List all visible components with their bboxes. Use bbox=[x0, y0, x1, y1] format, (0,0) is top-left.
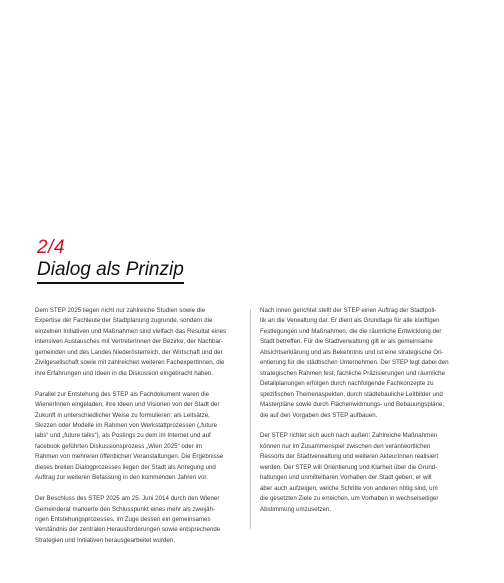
left-paragraph-2: Parallel zur Entstehung des STEP als Fachdokument waren die WienerInnen eingeladen, ihre Ideen und Visionen von der Stadt der Zukunft in unterschiedlicher Weise zu formulieren: als Leitsätze, Skizzen oder Modelle im Rahmen von Werkstattprozessen („future labs“ und „future talks“), als Postings zu dem im Internet und auf facebook geführten Diskussionsprozess „Wien 2025“ oder im Rahmen von mehreren öffentlichen Veranstaltungen. Die Ergebnisse dieses breiten Dialogprozesses liegen der Stadt als Anregung und Auftrag zur weiteren Befassung in den kommenden Jahren vor. bbox=[35, 390, 224, 482]
right-paragraph-1: Nach innen gerichtet stellt der STEP einen Auftrag der Stadtpoli- tik an die Verwaltung dar. Er dient als Grundlage für alle künftigen Festlegungen und Maßnahmen, die die räumliche Entwicklung der Stadt betreffen. Für die Stadtverwaltung gilt er als gemeinsame Absichtserklärung und als Bekenntnis und ist eine strategische Ori- entierung für die städtischen Unternehmen. Der STEP legt dabei den strategischen Rahmen fest, fachliche Präzisierungen und räumliche Detailplanungen erfolgen durch nachfolgende Fachkonzepte zu spezifischen Themenaspekten, durch städtebauliche Leitbilder und Masterpläne sowie durch Flächenwidmungs- und Bebauungspläne, die auf den Vorgaben des STEP aufbauen. bbox=[260, 307, 449, 419]
left-paragraph-1: Dem STEP 2025 liegen nicht nur zahlreiche Studien sowie die Expertise der Fachleute der Stadtplanung zugrunde, sondern die einzelnen Initiativen und Maßnahmen sind vielfach das Resultat eines intensiven Austausches mit VertreterInnen der Bezirke, der Nachbar- gemeinden und des Landes Niederösterreich, der Wirtschaft und der Zivilgesellschaft sowie mit zahlreichen weiteren FachexpertInnen, die ihre Erfahrungen und Ideen in die Diskussion eingebracht haben. bbox=[35, 307, 227, 377]
right-paragraph-2: Der STEP richtet sich auch nach außen: Zahlreiche Maßnahmen können nur im Zusammenspiel zwischen den verantwortlichen Ressorts der Stadtverwaltung und weiteren AkteurInnen realisiert werden. Der STEP will Orientierung und Klarheit über die Grund- haltungen und unmittelbaren Vorhaben der Stadt geben; er will aber auch aufzeigen, welche Schritte von anderen nötig sind, um die gesetzten Ziele zu erreichen, um Vorhaben in wechselseitiger Abstimmung umzusetzen. bbox=[260, 432, 439, 513]
right-text-column bbox=[260, 306, 478, 525]
chapter-title: Dialog als Prinzip bbox=[37, 259, 184, 284]
column-divider bbox=[250, 309, 251, 529]
left-paragraph-3: Der Beschluss des STEP 2025 am 25. Juni 2014 durch den Wiener Gemeinderat markierte den Schlusspunkt eines mehr als zweijäh- rigen Entstehungsprozesses, im Zuge dessen ein gemeinsames Verständnis der zentralen Herausforderungen sowie entsprechende Strategien und Initiativen herausgearbeitet wurden. bbox=[35, 495, 221, 544]
left-text-column bbox=[35, 306, 250, 557]
chapter-number: 2/4 bbox=[37, 237, 65, 258]
